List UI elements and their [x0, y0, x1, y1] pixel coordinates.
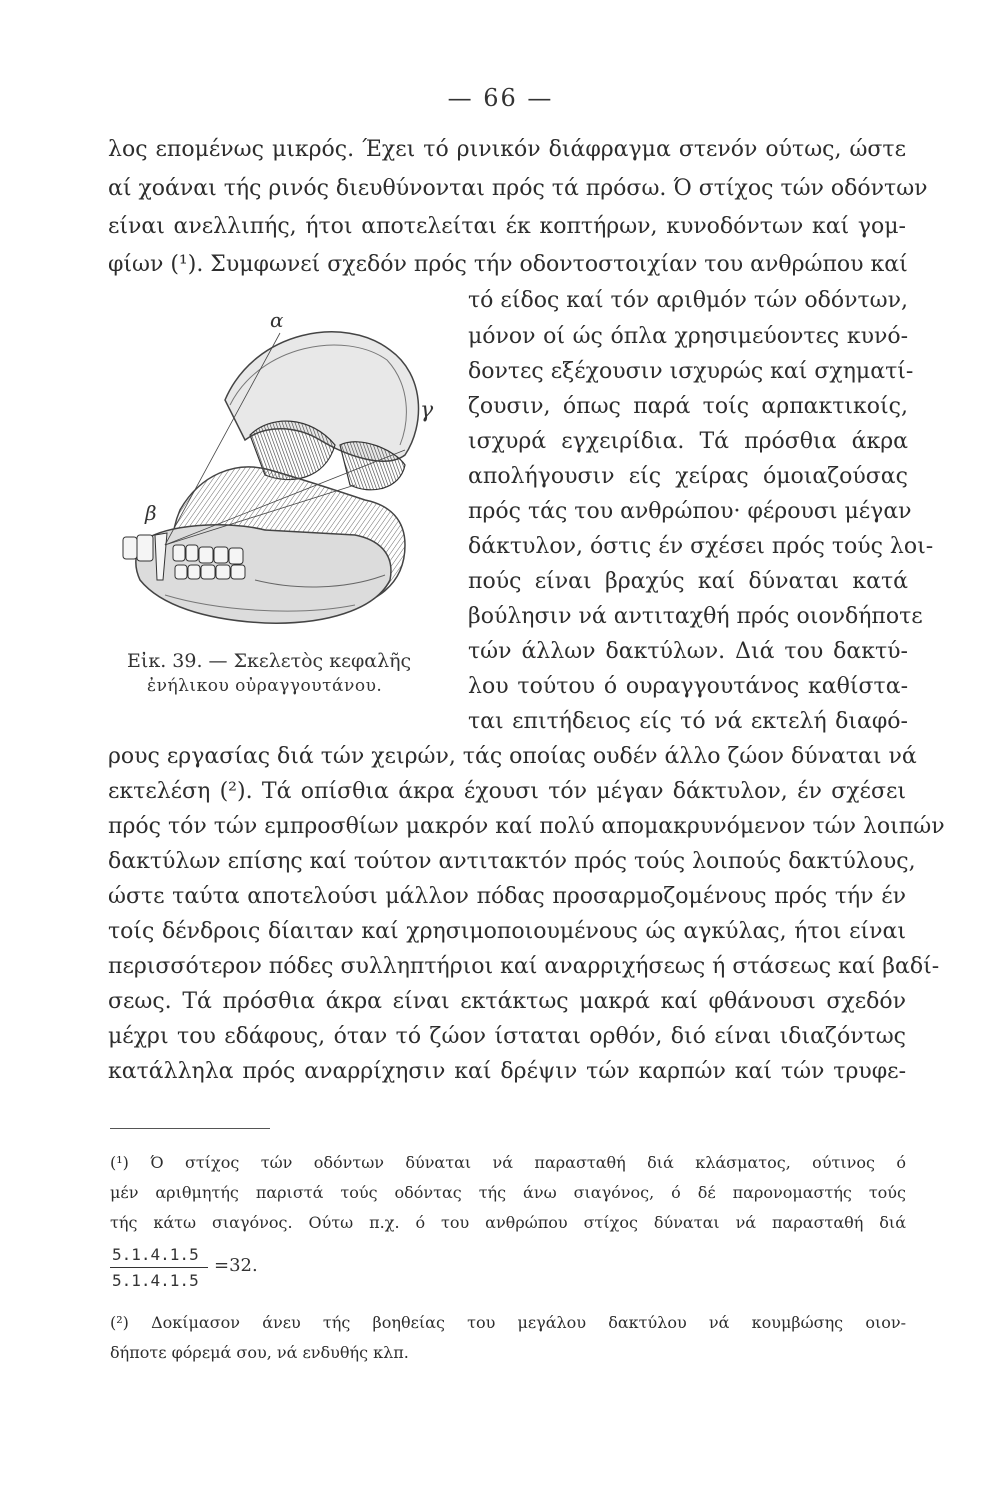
- footnote-divider: [110, 1128, 270, 1129]
- text-line: τών άλλων δακτύλων. Διά του δακτύ-: [468, 639, 908, 664]
- text-line: μόνον οί ώς όπλα χρησιμεύοντες κυνό-: [468, 324, 908, 349]
- text-line: περισσότερον πόδες συλληπτήριοι καί αναρριχήσεως ή στάσεως καί βαδί-: [108, 954, 940, 979]
- text-line: πρός τάς του ανθρώπου· φέρουσι μέγαν: [468, 499, 912, 524]
- page-number: — 66 —: [447, 84, 554, 112]
- footnote-line: τής κάτω σιαγόνος. Ούτω π.χ. ό του ανθρώπου στίχος δύναται νά παρασταθή διά: [110, 1213, 906, 1232]
- text-line: μέχρι του εδάφους, όταν τό ζώον ίσταται ορθόν, διό είναι ιδιαζόντως: [108, 1024, 906, 1049]
- text-line: βούλησιν νά αντιταχθή πρός οιονδήποτε: [468, 604, 923, 629]
- text-line: δακτύλων επίσης καί τούτον αντιτακτόν πρός τούς λοιπούς δακτύλους,: [108, 849, 916, 874]
- figure-caption-continued: ἐνήλικου οὐραγγουτάνου.: [147, 676, 383, 696]
- fraction-result: =32.: [214, 1255, 258, 1276]
- dental-formula-fraction: [110, 1245, 258, 1290]
- text-line: κατάλληλα πρός αναρρίχησιν καί δρέψιν τών καρπών καί τών τρυφε-: [108, 1059, 906, 1084]
- text-line: τοίς δένδροις δίαιταν καί χρησιμοποιουμένους ώς αγκύλας, ήτοι είναι: [108, 919, 906, 944]
- text-line: απολήγουσιν είς χείρας όμοιαζούσας: [468, 464, 908, 489]
- text-line: δοντες εξέχουσιν ισχυρώς καί σχηματί-: [468, 359, 914, 384]
- text-line: ώστε ταύτα αποτελούσι μάλλον πόδας προσαρμοζομένους πρός τήν έν: [108, 884, 906, 909]
- text-line: πούς είναι βραχύς καί δύναται κατά: [468, 569, 908, 594]
- figure-label-c: γ: [420, 398, 434, 423]
- figure-label-b: β: [145, 501, 157, 525]
- text-line: ται επιτήδειος είς τό νά εκτελή διαφό-: [468, 709, 908, 734]
- figure-label-a: α: [270, 308, 284, 332]
- text-line: πρός τόν τών εμπροσθίων μακρόν καί πολύ απομακρυνόμενον τών λοιπών: [108, 814, 945, 839]
- text-line: ζουσιν, όπως παρά τοίς αρπακτικοίς,: [468, 394, 908, 419]
- text-line: αί χοάναι τής ρινός διευθύνονται πρός τά πρόσω. Ό στίχος τών οδόντων: [108, 176, 928, 201]
- text-line: είναι ανελλιπής, ήτοι αποτελείται έκ κοπτήρων, κυνοδόντων καί γομ-: [108, 214, 906, 239]
- text-line: τό είδος καί τόν αριθμόν τών οδόντων,: [468, 288, 908, 313]
- text-line: ισχυρά εγχειρίδια. Τά πρόσθια άκρα: [468, 429, 908, 454]
- fraction-bar: [110, 1267, 208, 1268]
- footnote-line: μέν αριθμητής παριστά τούς οδόντας τής άνω σιαγόνος, ό δέ παρονομαστής τούς: [110, 1183, 906, 1202]
- text-line: δάκτυλον, όστις έν σχέσει πρός τούς λοι-: [468, 534, 934, 559]
- text-line: σεως. Τά πρόσθια άκρα είναι εκτάκτως μακρά καί φθάνουσι σχεδόν: [108, 989, 906, 1014]
- text-line: λος επομένως μικρός. Έχει τό ρινικόν διάφραγμα στενόν ούτως, ώστε: [108, 137, 906, 162]
- text-line: ρους εργασίας διά τών χειρών, τάς οποίας ουδέν άλλο ζώον δύναται νά: [108, 744, 917, 769]
- fraction-denominator: 5.1.4.1.5: [112, 1271, 199, 1290]
- footnote-line: δήποτε φόρεμά σου, νά ενδυθής κλπ.: [110, 1343, 409, 1362]
- fraction-numerator: 5.1.4.1.5: [112, 1245, 199, 1264]
- text-line: λου τούτου ό ουραγγουτάνος καθίστα-: [468, 674, 908, 699]
- skull-illustration: [105, 305, 450, 650]
- figure-caption: Εἰκ. 39. — Σκελετὸς κεφαλῆς: [127, 650, 412, 672]
- footnote-line: (¹) Ό στίχος τών οδόντων δύναται νά παρασταθή διά κλάσματος, ούτινος ό: [110, 1153, 906, 1172]
- footnote-line: (²) Δοκίμασον άνευ τής βοηθείας του μεγάλου δακτύλου νά κουμβώσης οιον-: [110, 1313, 906, 1332]
- text-line: εκτελέση (²). Τά οπίσθια άκρα έχουσι τόν μέγαν δάκτυλον, έν σχέσει: [108, 779, 906, 804]
- text-line: φίων (¹). Συμφωνεί σχεδόν πρός τήν οδοντοστοιχίαν του ανθρώπου καί: [108, 252, 908, 277]
